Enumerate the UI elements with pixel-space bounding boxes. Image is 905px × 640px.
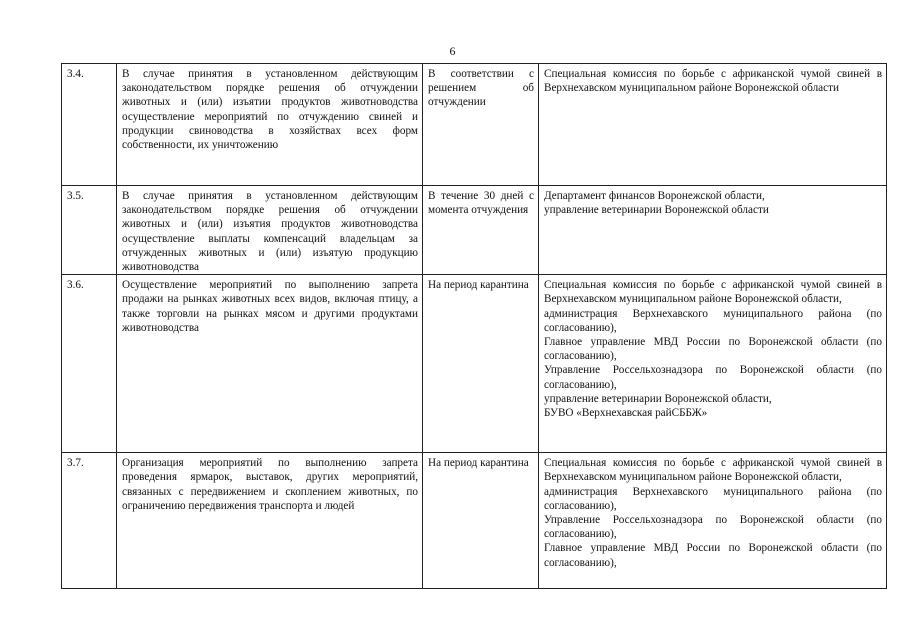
row-number: 3.7. <box>62 453 117 589</box>
executor-line: БУВО «Верхнехавская райСББЖ» <box>544 407 708 420</box>
executors-cell <box>539 186 887 275</box>
measures-table <box>61 63 887 589</box>
term-cell: На период карантина <box>423 275 539 453</box>
executor-line: Специальная комиссия по борьбе с африканской чумой свиней в Верхнехавском муниципальном районе Воронежской области <box>544 68 882 95</box>
executors-cell <box>539 453 887 589</box>
executors-cell <box>539 275 887 453</box>
executor-line: администрация Верхнехавского муниципального района (по согласованию), <box>544 307 882 334</box>
row-number: 3.4. <box>62 64 117 186</box>
executor-line: Управление Россельхознадзора по Воронежской области (по согласованию), <box>544 514 882 541</box>
term-cell: В течение 30 дней с момента отчуждения <box>423 186 539 275</box>
executor-line: Главное управление МВД России по Воронежской области (по согласованию), <box>544 542 882 569</box>
executor-line: Управление Россельхознадзора по Воронежской области (по согласованию), <box>544 364 882 391</box>
executor-line: Специальная комиссия по борьбе с африканской чумой свиней в Верхнехавском муниципальном районе Воронежской области, <box>544 457 882 484</box>
executor-line: управление ветеринарии Воронежской области, <box>544 392 772 405</box>
table-row <box>62 453 887 589</box>
term-cell: В соответствии с решением об отчуждении <box>423 64 539 186</box>
table-row <box>62 64 887 186</box>
action-cell: В случае принятия в установленном действующим законодательством порядке решения об отчуждении животных и (или) изъятия продуктов животноводства осуществление выплаты компенсаций владельцам за отчужденных животных и (или) изъятую продукцию животноводства <box>117 186 423 275</box>
action-cell: В случае принятия в установленном действующим законодательством порядке решения об отчуждении животных и (или) изъятии продуктов животноводства осуществление мероприятий по отчуждению свиней и продукции свиноводства в хозяйствах всех форм собственности, их уничтожению <box>117 64 423 186</box>
row-number: 3.5. <box>62 186 117 275</box>
table-row <box>62 275 887 453</box>
action-cell: Осуществление мероприятий по выполнению запрета продажи на рынках животных всех видов, включая птицу, а также торговли на рынках мясом и другими продуктами животноводства <box>117 275 423 453</box>
executor-line: Специальная комиссия по борьбе с африканской чумой свиней в Верхнехавском муниципальном районе Воронежской области, <box>544 279 882 306</box>
action-cell: Организация мероприятий по выполнению запрета проведения ярмарок, выставок, других мероприятий, связанных с передвижением и скоплением животных, по ограничению передвижения транспорта и людей <box>117 453 423 589</box>
executor-line: управление ветеринарии Воронежской области <box>544 204 769 217</box>
table-row <box>62 186 887 275</box>
row-number: 3.6. <box>62 275 117 453</box>
page-number: 6 <box>449 44 456 58</box>
executor-line: администрация Верхнехавского муниципального района (по согласованию), <box>544 485 882 512</box>
executor-line: Департамент финансов Воронежской области, <box>544 190 765 202</box>
executor-line: Главное управление МВД России по Воронежской области (по согласованию), <box>544 336 882 363</box>
executors-cell <box>539 64 887 186</box>
term-cell: На период карантина <box>423 453 539 589</box>
